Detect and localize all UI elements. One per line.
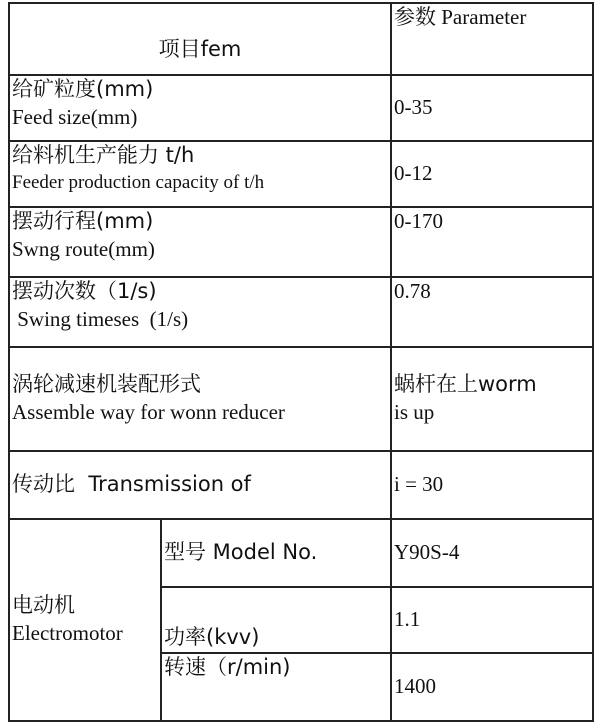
motor-model-value: Y90S-4: [394, 540, 460, 565]
feed-size-value-cell: [391, 75, 593, 141]
reducer-label-en: Assemble way for wonn reducer: [12, 400, 285, 424]
motor-model-value-cell: [391, 519, 593, 587]
swing-route-label-zh: 摆动行程(mm): [12, 209, 154, 233]
motor-model-row: [9, 519, 593, 587]
parameter-header-label: 参数 Parameter: [394, 5, 527, 29]
motor-power-label: 功率(kvv): [164, 625, 260, 650]
motor-speed-value: 1400: [394, 674, 436, 699]
motor-label-cell: [9, 519, 161, 721]
motor-label-en: Electromotor: [12, 621, 123, 645]
header-row: [9, 3, 593, 75]
motor-power-value-cell: [391, 587, 593, 653]
capacity-value: 0-12: [394, 161, 433, 186]
swing-route-label-cell: [9, 207, 391, 277]
swing-route-value: 0-170: [394, 209, 443, 233]
table-row: [9, 347, 593, 451]
motor-model-label: 型号 Model No.: [164, 540, 318, 565]
table-row: [9, 277, 593, 347]
swing-times-label-cell: [9, 277, 391, 347]
motor-speed-label: 转速（r/min): [164, 655, 291, 679]
feed-size-label-en: Feed size(mm): [12, 104, 138, 129]
reducer-label-cell: [9, 347, 391, 451]
table-row: [9, 207, 593, 277]
capacity-label-en: Feeder production capacity of t/h: [12, 171, 265, 193]
swing-times-label-en: Swing timeses (1/s): [12, 306, 189, 331]
motor-power-value: 1.1: [394, 607, 421, 632]
reducer-value-cell: [391, 347, 593, 451]
swing-route-value-cell: [391, 207, 593, 277]
feed-size-label-cell: [9, 75, 391, 141]
motor-speed-label-cell: [161, 653, 391, 721]
swing-times-value-cell: [391, 277, 593, 347]
swing-route-label-en: Swng route(mm): [12, 236, 155, 261]
transmission-value: i = 30: [394, 472, 444, 497]
item-header-cell: [9, 3, 391, 75]
capacity-label-cell: [9, 141, 391, 207]
motor-power-label-cell: [161, 587, 391, 653]
capacity-value-cell: [391, 141, 593, 207]
reducer-label-zh: 涡轮减速机装配形式: [12, 372, 201, 397]
capacity-label-zh: 给料机生产能力 t/h: [12, 143, 195, 167]
table-row: [9, 451, 593, 519]
motor-label-zh: 电动机: [12, 593, 75, 618]
motor-model-label-cell: [161, 519, 391, 587]
item-header-label: 项目fem: [158, 37, 242, 62]
swing-times-value: 0.78: [394, 279, 431, 303]
parameter-header-cell: [391, 3, 593, 75]
reducer-value-line1: 蜗杆在上worm: [394, 372, 537, 397]
parameter-table: [8, 2, 594, 722]
table-row: [9, 141, 593, 207]
transmission-label-cell: [9, 451, 391, 519]
feed-size-value: 0-35: [394, 95, 433, 120]
reducer-value-line2: is up: [394, 400, 435, 424]
transmission-value-cell: [391, 451, 593, 519]
feed-size-label-zh: 给矿粒度(mm): [12, 77, 154, 101]
swing-times-label-zh: 摆动次数（1/s): [12, 279, 157, 303]
transmission-label: 传动比 Transmission of: [12, 472, 251, 497]
motor-speed-value-cell: [391, 653, 593, 721]
table-row: [9, 75, 593, 141]
